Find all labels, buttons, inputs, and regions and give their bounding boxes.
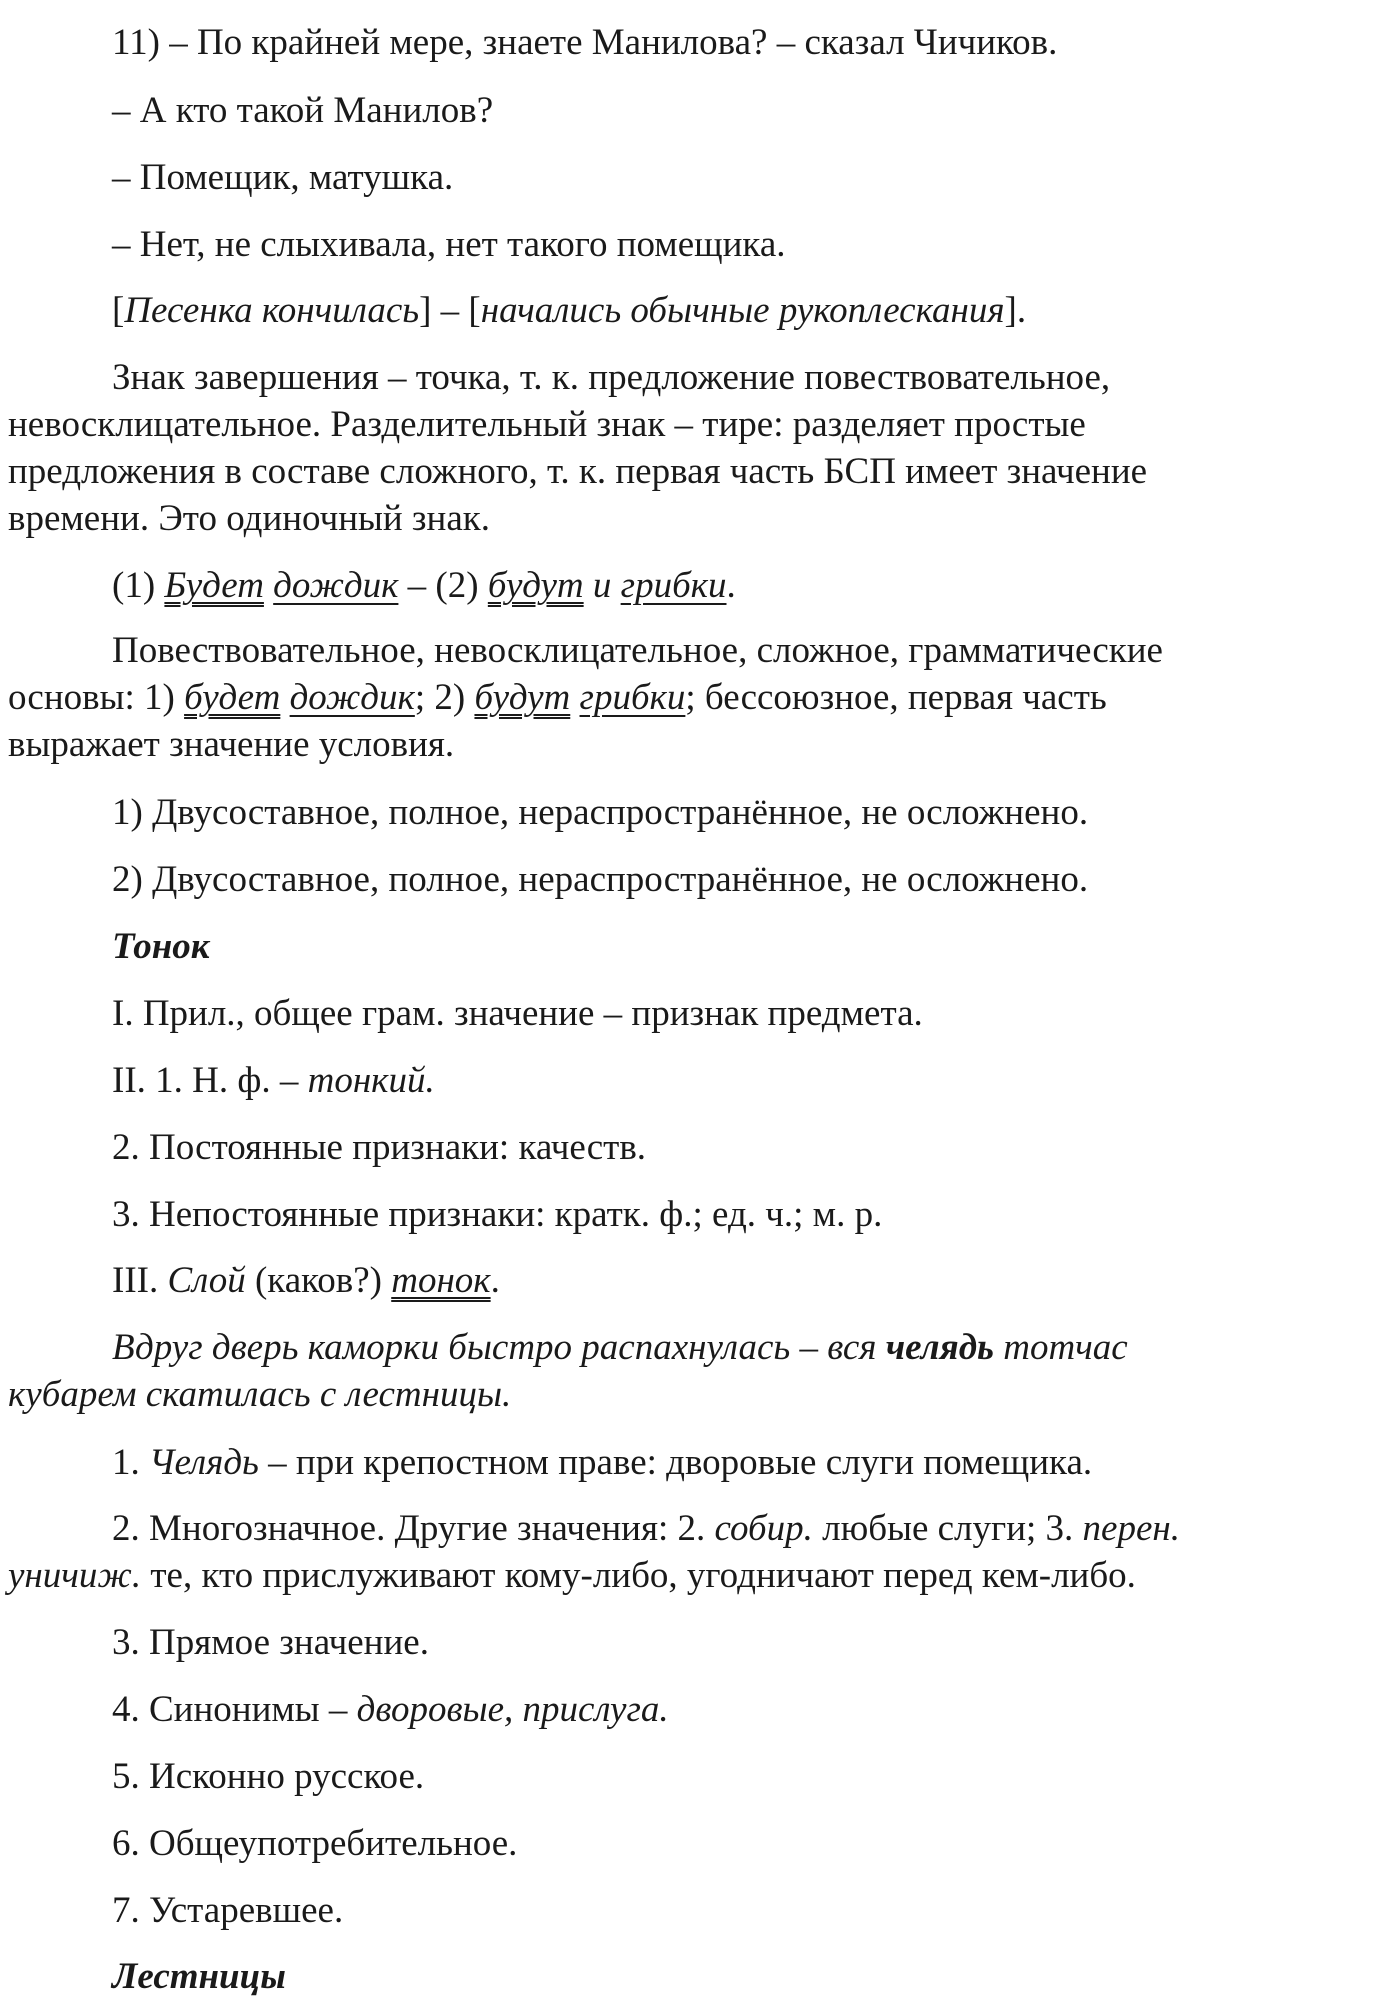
lexical-text: те, кто прислуживают кому-либо, угодничают перед кем-либо. <box>141 1555 1136 1596</box>
analysis-text: основы: 1) <box>8 677 185 718</box>
lexical-text: 4. Синонимы – <box>112 1689 357 1730</box>
sentence-scheme <box>112 288 1026 334</box>
subject-word: грибки <box>620 565 727 606</box>
morph-item-3: 2. Постоянные признаки: качеств. <box>112 1127 647 1168</box>
lexical-word: Челядь <box>149 1442 259 1483</box>
analysis-text: ; 2) <box>414 677 475 718</box>
morph-item-5 <box>112 1258 500 1304</box>
scheme-part-1: Песенка кончилась <box>124 290 420 331</box>
lexical-sentence-line-1 <box>112 1325 1128 1371</box>
explanation-line-2: невосклицательное. Разделительный знак – тире: разделяет простые <box>8 404 1086 445</box>
lexical-mark: перен. <box>1082 1508 1180 1549</box>
analysis-line-2 <box>8 675 1107 721</box>
analysis-text: ; бессоюзное, первая часть <box>685 677 1107 718</box>
lexical-text: любые слуги; 3. <box>812 1508 1083 1549</box>
predicate-word: будут <box>487 565 584 606</box>
morph-item-4: 3. Непостоянные признаки: кратк. ф.; ед. ч.; м. р. <box>112 1194 883 1235</box>
analysis-line-3: выражает значение условия. <box>8 724 455 765</box>
bracket-close: ]. <box>1004 290 1027 331</box>
example-end: . <box>726 565 736 606</box>
example-sentence <box>112 563 736 609</box>
analyzed-word: челядь <box>885 1327 994 1368</box>
analysis-part-2: 2) Двусоставное, полное, нераспространённое, не осложнено. <box>112 859 1089 900</box>
example-part-1-number: (1) <box>112 565 165 606</box>
predicate-word: будет <box>184 677 281 718</box>
lexical-text: 2. Многозначное. Другие значения: 2. <box>112 1508 715 1549</box>
explanation-line-4: времени. Это одиночный знак. <box>8 498 490 539</box>
section-heading-lestnitsy: Лестницы <box>112 1956 286 1997</box>
analysis-line-1: Повествовательное, невосклицательное, сложное, грамматические <box>112 630 1163 671</box>
lexical-item-5: 5. Исконно русское. <box>112 1756 425 1797</box>
lexical-sentence-text: Вдруг дверь каморки быстро распахнулась – вся <box>112 1327 886 1368</box>
lexical-mark: уничиж. <box>8 1555 142 1596</box>
lexical-item-1 <box>112 1440 1092 1486</box>
predicate-word: Будет <box>164 565 264 606</box>
lexical-item-3: 3. Прямое значение. <box>112 1622 429 1663</box>
subject-example: Слой <box>167 1260 246 1301</box>
scheme-part-2: начались обычные рукоплескания <box>480 290 1005 331</box>
morph-text: II. 1. Н. ф. – <box>112 1060 308 1101</box>
subject-word: грибки <box>579 677 686 718</box>
lexical-item-2-line-1 <box>112 1506 1180 1552</box>
lexical-sentence-line-2: кубарем скатилась с лестницы. <box>8 1374 512 1415</box>
morph-text: III. <box>112 1260 168 1301</box>
subject-word: дождик <box>289 677 415 718</box>
lexical-item-7: 7. Устаревшее. <box>112 1890 344 1931</box>
subject-word: дождик <box>273 565 399 606</box>
lexical-item-2-line-2 <box>8 1553 1136 1599</box>
initial-form: тонкий. <box>307 1060 435 1101</box>
lexical-item-6: 6. Общеупотребительное. <box>112 1823 518 1864</box>
synonyms: дворовые, прислуга. <box>356 1689 669 1730</box>
lexical-mark: собир. <box>714 1508 813 1549</box>
dialogue-line-2: – А кто такой Манилов? <box>112 90 494 131</box>
predicate-word: будут <box>474 677 571 718</box>
analysis-part-1: 1) Двусоставное, полное, нераспространённое, не осложнено. <box>112 792 1089 833</box>
dialogue-line-1: 11) – По крайней мере, знаете Манилова? – сказал Чичиков. <box>112 22 1058 63</box>
lexical-sentence-text: тотчас <box>993 1327 1128 1368</box>
explanation-line-1: Знак завершения – точка, т. к. предложение повествовательное, <box>112 357 1111 398</box>
lexical-item-4 <box>112 1687 669 1733</box>
morph-question: (каков?) <box>245 1260 392 1301</box>
bracket-separator: ] – [ <box>419 290 481 331</box>
morph-item-1: I. Прил., общее грам. значение – признак предмета. <box>112 993 923 1034</box>
morph-end: . <box>490 1260 500 1301</box>
predicate-example: тонок <box>391 1260 491 1301</box>
dialogue-line-3: – Помещик, матушка. <box>112 157 454 198</box>
lexical-text: 1. <box>112 1442 149 1483</box>
morph-item-2 <box>112 1058 435 1104</box>
section-heading-tonok: Тонок <box>112 926 210 967</box>
lexical-text: – при крепостном праве: дворовые слуги помещика. <box>258 1442 1093 1483</box>
conjunction-word: и <box>583 565 621 606</box>
bracket-open: [ <box>112 290 125 331</box>
explanation-line-3: предложения в составе сложного, т. к. первая часть БСП имеет значение <box>8 451 1148 492</box>
example-part-2-number: – (2) <box>398 565 488 606</box>
dialogue-line-4: – Нет, не слыхивала, нет такого помещика. <box>112 224 786 265</box>
